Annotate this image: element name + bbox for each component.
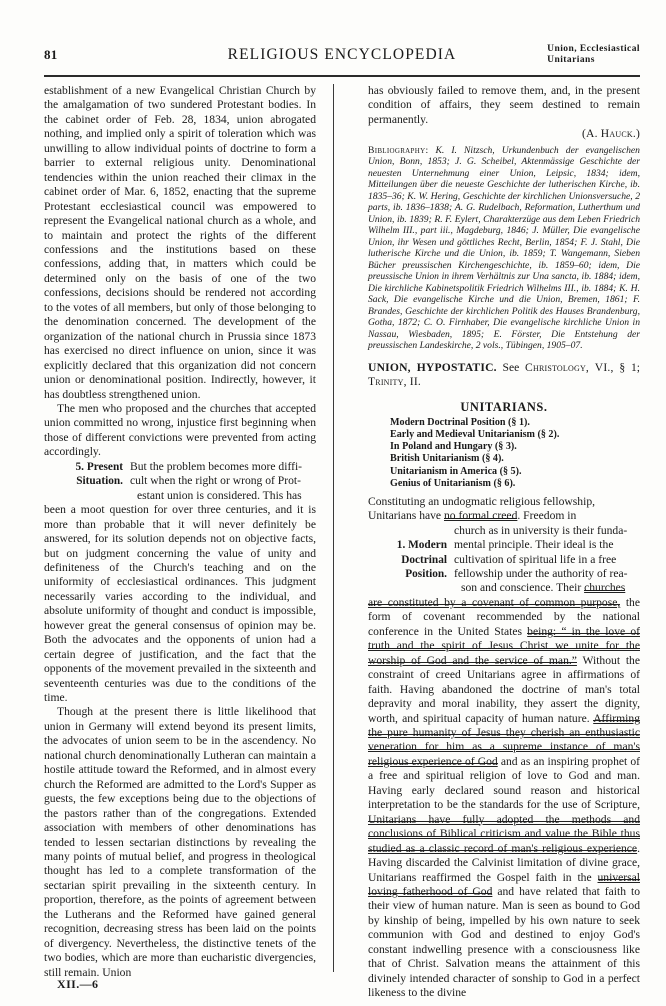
sidenote-block-modern-doctrinal-position bbox=[368, 524, 640, 596]
sidenote-spacer bbox=[368, 524, 454, 538]
article-body-line-1: Constituting an undogmatic religious fellowship, bbox=[368, 494, 596, 508]
cross-reference-target-1: Christology, VI., bbox=[525, 360, 614, 374]
sidenote-line-3: Position. bbox=[405, 568, 447, 580]
sidenote-line-2: Situation. bbox=[76, 475, 123, 488]
column-divider-rule bbox=[333, 84, 334, 972]
book-title: RELIGIOUS ENCYCLOPEDIA bbox=[227, 46, 457, 63]
pencil-underline-annotation: Affirming the pure humanity of Jesus they cherish an enthusiastic veneration for him as a supreme instance of man's religious experience of God bbox=[368, 711, 640, 768]
body-plain-3: and as an inspiring prophet of a free and spiritual religion of love to God and man. Having early declared sound reason and historical interpretation to be the standards for the use of Scripture, bbox=[368, 754, 640, 812]
contents-item: Unitarianism in America (§ 5). bbox=[390, 465, 522, 477]
pencil-underline-annotation: being: “ in the love of truth and the spirit of Jesus Christ we unite for the worship of God and the service of man.” bbox=[368, 624, 640, 667]
pencil-underline-annotation: universal loving fatherhood of God bbox=[368, 870, 640, 898]
bibliography-label: Bibliography: bbox=[368, 144, 429, 156]
sidenote-line-5-pre: son and conscience. Their bbox=[461, 581, 585, 595]
article-body-remainder bbox=[368, 596, 640, 1001]
sidenote-text-line-2: cult when the right or wrong of Prot- bbox=[130, 474, 301, 488]
left-paragraph-continued: establishment of a new Evangelical Christian Church by the amalgamation of two sundered Protestant bodies. In the cabinet order of Feb. 28, 1834, union abrogated nothing, and implied only a spirit of toleration which was unwilling to allow individual points of doctrine to form a barrier to external religious unity. Denominational tendencies within the union reached their climax in the cabinet order of Mar. 6, 1852, enacting that the supreme Protestant ecclesiastical council was empowered to represent the Evangelical national church as a whole, and to maintain and protect the rights of the different confessions and the institutions based on these confessions, adding that, in matters which could be determined only on the basis of one of the two confessions, decisions should be rendered not according to the votes of all members, but only of those belonging to the denomination concerned. The development of the organization of the national church in Prussia since 1873 has exercised no direct influence on union, since it was explicitly declared that this organization did not concern union or denominational position. Indirectly, however, it has doubtless strengthened union. bbox=[44, 84, 316, 401]
body-line-2-pre: Unitarians have bbox=[368, 509, 444, 523]
sidenote-text-line-3: cultivation of spiritual life in a free bbox=[454, 552, 617, 566]
left-paragraph-final: Though at the present there is little likelihood that union in Germany will extend beyond its present limits, the advocates of union seem to be in the ascendency. No national church denominationally Lutheran can maintain a hostile attitude toward the Reformed, and in almost every church the Reformed are admitted to the Lord's Supper as guests, the few exceptions being due to the objections of the pastors rather than of the congregations. Extended association with members of other denominations has tended to lessen sectarian distinctions by revealing the many points of mutual belief, and progress in theological thought has led to a complete transformation of the sectarian spirit prevailing in the sixteenth century. In proportion, therefore, as the points of agreement between the Lutherans and the Reformed have gained general recognition, decreasing stress has been laid on the points of divergency. Nevertheless, the distinctive tenets of the two bodies, which are more than eucharistic divergencies, still remain. Union bbox=[44, 705, 316, 979]
cross-reference-headword: UNION, HYPOSTATIC. bbox=[368, 360, 497, 374]
pencil-underline-annotation: no formal creed bbox=[443, 509, 518, 523]
contents-item: Modern Doctrinal Position (§ 1). bbox=[390, 417, 530, 429]
cross-reference-section: § 1; bbox=[619, 360, 640, 374]
body-line-2-post: . Freedom in bbox=[517, 509, 577, 523]
sidenote-text-line-2: mental principle. Their ideal is the bbox=[454, 538, 614, 552]
contents-item: British Unitarianism (§ 4). bbox=[390, 453, 504, 465]
right-paragraph-continued bbox=[368, 84, 640, 127]
right-column bbox=[368, 84, 640, 1001]
left-paragraph-after-sidenote: been a moot question for over three centuries, and it is more than probable that it will never definitely be answered, for its solution depends not on objective facts, but on judgment concerning the value of unity and definiteness of the Church's teaching and on the uniformity of ecclesiastical ordinances. This judgment necessarily varies according to the individual, and absolute uniformity of thought and conduct is impossible, however great the general consensus of opinion may be. Both the advocates and the opponents of union had a certain degree of justification, and the fact that the opponents of the movement prevailed in the sixteenth and seventeenth centuries was due to the conditions of the time. bbox=[44, 503, 316, 705]
contents-item: Genius of Unitarianism (§ 6). bbox=[390, 477, 516, 489]
page-number: 81 bbox=[44, 47, 58, 62]
left-column bbox=[44, 84, 316, 980]
contents-item: In Poland and Hungary (§ 3). bbox=[390, 441, 517, 453]
pencil-underline-annotation: Unitarians have fully adopted the methods and conclusions of Biblical criticism and value the Bible thus studied as a classic record of man's religious experience bbox=[368, 812, 640, 855]
body-plain-1: the form of covenant recommended by the national conference in the United States bbox=[368, 595, 640, 638]
sidenote-line-2: Doctrinal bbox=[401, 553, 447, 566]
sidenote-modern-doctrinal-position bbox=[368, 538, 454, 581]
signature-mark: XII.—6 bbox=[57, 977, 99, 991]
running-head-entries bbox=[547, 44, 640, 66]
pencil-underline-annotation: are constituted by a covenant of common purpose, bbox=[368, 595, 621, 609]
bibliography-text: K. I. Nitzsch, Urkundenbuch der evangelischen Union, Bonn, 1853; J. G. Scheibel, Aktenmässige Geschichte der neuesten Unternehmung einer Union, Leipsic, 1834; idem, Mitteilungen über die neueste Geschichte der lutherischen Kirche, ib. 1835–36; K. W. Hering, Geschichte der kirchlichen Unionsversuche, 2 parts, ib. 1836–1838; A. G. Rudelbach, Reformation, Lutherthum und Union, ib. 1839; R. F. Eylert, Charakterzüge aus dem Leben Friedrich Wilhelm III., part iii., Magdeburg, 1846; J. Müller, Die evangelische Union, ihr Wesen und göttliches Recht, Berlin, 1854; F. J. Stahl, Die lutherische Kirche und die Union, ib. 1859; T. Wangemann, Sieben Bücher preussischen Kirchengeschichte, ib. 1859–60; idem, Die preussische Union in ihrem Verhältnis zur Una sancta, ib. 1884; idem, Die kirchliche Kabinetspolitik Friedrich Wilhelms III., ib. 1884; K. H. Sack, Die evangelische Kirche und die Union, Bremen, 1861; F. Brandes, Geschichte der kirchlichen Politik des Hauses Brandenburg, Gotha, 1872; C. O. Firnhaber, Die evangelische kirchliche Union in Nassau, Wiesbaden, 1895; E. Förster, Die Entstehung der preussischen Landeskirche, 2 vols., Tübingen, 1905–07. bbox=[368, 144, 640, 352]
header-rule bbox=[44, 75, 640, 77]
sidenote-present-situation bbox=[44, 460, 130, 489]
bibliography bbox=[368, 145, 640, 352]
cross-reference-entry bbox=[368, 361, 640, 390]
sidenote-text-line-3: estant union is considered. This has bbox=[137, 488, 302, 502]
contents-item: Early and Medieval Unitarianism (§ 2). bbox=[390, 429, 560, 441]
body-plain-5: and have related that faith to their view of human nature. Man is seen as bound to God by kinship of being, impelled by his own nature to seek communion with God and destined to enjoy God's constant indwelling presence with a consciousness like that of Christ. Salvation means the attainment of this divinely intended character of sonship to God in a perfect likeness to the divine bbox=[368, 884, 641, 1000]
author-attribution: (A. Hauck.) bbox=[581, 127, 640, 141]
body-plain-2: Without the constraint of creed Unitarians agree in affirmations of faith. Having abandoned the doctrine of man's total depravity and moral inability, they assert the dignity, worth, and spiritual capacity of human nature. bbox=[368, 653, 640, 725]
article-contents-list bbox=[368, 417, 640, 490]
sidenote-text-line-4: fellowship under the authority of rea- bbox=[454, 567, 628, 580]
sidenote-line-1: 5. Present bbox=[75, 460, 123, 473]
running-head-entry-2: Unitarians bbox=[547, 55, 595, 65]
sidenote-block-present-situation bbox=[44, 460, 316, 503]
sidenote-text-line-1: But the problem becomes more diffi- bbox=[130, 459, 303, 473]
article-title: UNITARIANS. bbox=[460, 399, 548, 414]
pencil-underline-annotation: churches bbox=[584, 581, 626, 595]
running-head-entry-1: Union, Ecclesiastical bbox=[547, 44, 640, 54]
sidenote-text-line-5 bbox=[368, 581, 640, 595]
left-paragraph-men: The men who proposed and the churches that accepted union committed no wrong, injustice first beginning when those of different convictions were prevented from acting accordingly. bbox=[44, 401, 316, 459]
cross-reference-see: See bbox=[502, 360, 520, 374]
sidenote-line-1: 1. Modern bbox=[396, 539, 447, 552]
running-head bbox=[44, 44, 640, 74]
right-paragraph-continued-text: has obviously failed to remove them, and, in the present condition of affairs, they seem destined to remain permanently. bbox=[368, 84, 640, 126]
sidenote-text-line-1: church as in university is their funda- bbox=[454, 523, 628, 537]
cross-reference-target-2: Trinity, II. bbox=[368, 375, 422, 389]
body-plain-4: . Having discarded the Calvinist limitation of divine grace, Unitarians reaffirmed the Gospel faith in the bbox=[368, 841, 640, 884]
article-body-line-2 bbox=[368, 509, 640, 523]
